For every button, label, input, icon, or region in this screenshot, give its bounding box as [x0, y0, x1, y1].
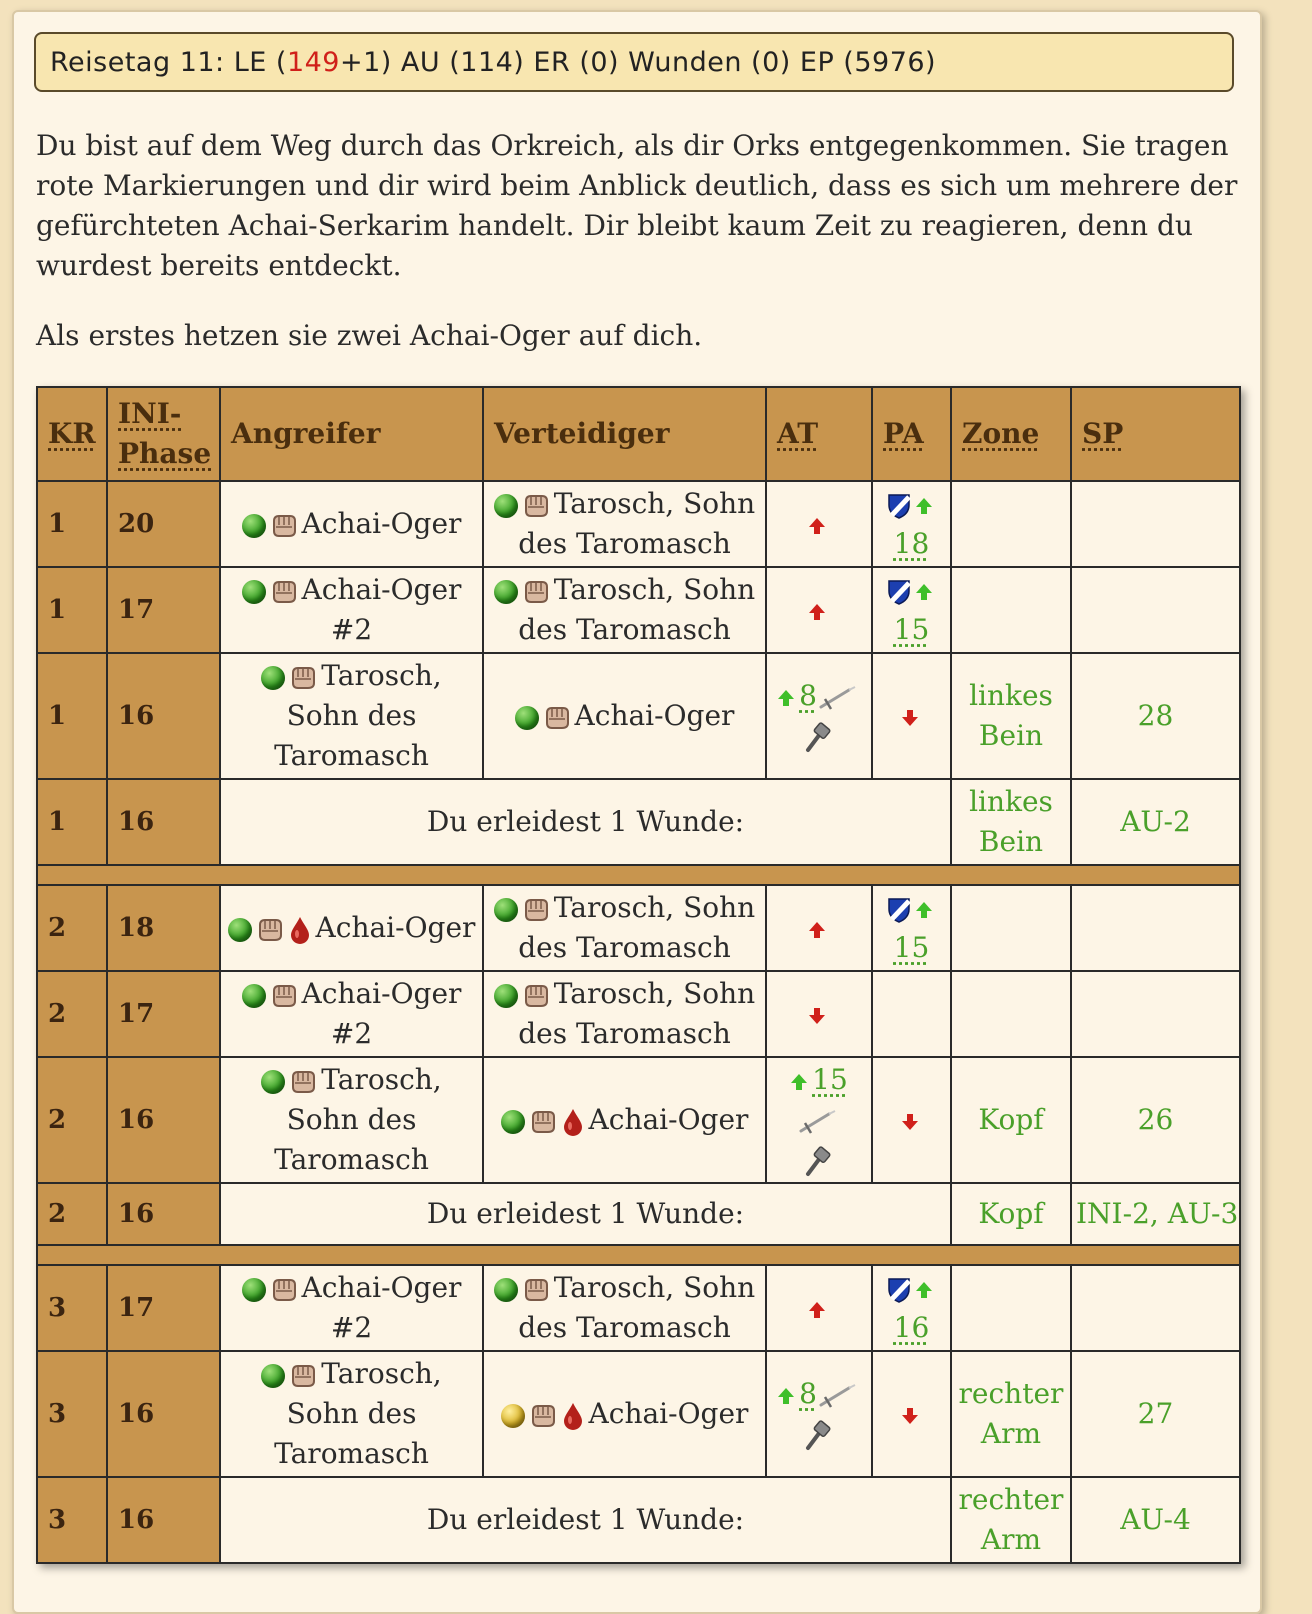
green-ball-icon [515, 706, 539, 730]
ini-cell: 17 [107, 567, 220, 653]
table-row [37, 885, 1240, 971]
zone-cell [951, 1265, 1071, 1351]
ini-cell: 18 [107, 885, 220, 971]
defender-cell: Achai-Oger [483, 653, 766, 779]
zone-cell [951, 971, 1071, 1057]
attack-cell [766, 567, 872, 653]
attack-cell [766, 653, 872, 779]
sp-cell [1071, 971, 1240, 1057]
red-down-arrow-icon [808, 1007, 826, 1025]
zone-cell: linkes Bein [951, 653, 1071, 779]
defender-cell: Tarosch, Sohn des Taromasch [483, 481, 766, 567]
red-up-arrow-icon [808, 921, 826, 939]
fist-icon [256, 917, 284, 943]
round-cell: 3 [37, 1477, 107, 1563]
sp-cell [1071, 1265, 1240, 1351]
yellow-ball-icon [501, 1404, 525, 1428]
sword-icon [817, 1383, 857, 1409]
sp-cell [1071, 481, 1240, 567]
green-ball-icon [242, 514, 266, 538]
round-cell: 3 [37, 1351, 107, 1477]
green-ball-icon [494, 494, 518, 518]
fist-icon [522, 493, 550, 519]
green-ball-icon [494, 984, 518, 1008]
hammer-icon [802, 722, 832, 754]
green-up-arrow-icon [915, 497, 933, 515]
hammer-icon [802, 1146, 832, 1178]
table-row [37, 481, 1240, 567]
column-header-sp[interactable]: SP [1071, 387, 1240, 481]
attack-value[interactable]: 15 [812, 1063, 848, 1096]
column-header-kr[interactable]: KR [37, 387, 107, 481]
round-cell: 3 [37, 1265, 107, 1351]
fist-icon [289, 1363, 317, 1389]
status-suffix: +1) AU (114) ER (0) Wunden (0) EP (5976) [340, 47, 937, 78]
ini-cell: 16 [107, 653, 220, 779]
fist-icon [529, 1109, 557, 1135]
hammer-icon [802, 1420, 832, 1452]
story-text [36, 126, 1241, 386]
round-cell: 1 [37, 567, 107, 653]
parry-cell [872, 971, 951, 1057]
fist-icon [522, 579, 550, 605]
zone-cell: Kopf [951, 1057, 1071, 1183]
ini-cell: 20 [107, 481, 220, 567]
wound-message: Du erleidest 1 Wunde: [220, 1477, 951, 1563]
round-cell: 1 [37, 481, 107, 567]
green-ball-icon [494, 898, 518, 922]
column-header-at[interactable]: AT [766, 387, 872, 481]
column-header-angreifer: Angreifer [220, 387, 483, 481]
attack-cell [766, 481, 872, 567]
parry-cell [872, 1057, 951, 1183]
combat-table [36, 386, 1241, 1564]
sp-cell: 28 [1071, 653, 1240, 779]
fist-icon [270, 579, 298, 605]
ini-cell: 16 [107, 779, 220, 865]
column-header-pa[interactable]: PA [872, 387, 951, 481]
sword-icon [797, 1109, 837, 1135]
round-separator [37, 865, 1240, 885]
green-up-arrow-icon [777, 1387, 795, 1405]
sword-icon [817, 685, 857, 711]
attack-cell [766, 971, 872, 1057]
round-cell: 2 [37, 1057, 107, 1183]
attack-cell [766, 1265, 872, 1351]
green-ball-icon [501, 1110, 525, 1134]
fist-icon [529, 1403, 557, 1429]
green-ball-icon [261, 1364, 285, 1388]
defender-cell: Tarosch, Sohn des Taromasch [483, 971, 766, 1057]
red-down-arrow-icon [901, 709, 919, 727]
red-down-arrow-icon [901, 1113, 919, 1131]
ini-cell: 16 [107, 1477, 220, 1563]
parry-value[interactable]: 15 [893, 931, 930, 964]
fist-icon [270, 513, 298, 539]
ini-cell: 16 [107, 1183, 220, 1245]
table-row [37, 1057, 1240, 1183]
blood-drop-icon [561, 1108, 585, 1136]
defender-cell: Tarosch, Sohn des Taromasch [483, 885, 766, 971]
attack-value[interactable]: 8 [799, 679, 817, 712]
ini-cell: 17 [107, 1265, 220, 1351]
green-ball-icon [228, 918, 252, 942]
red-up-arrow-icon [808, 1301, 826, 1319]
sp-cell: AU-2 [1071, 779, 1240, 865]
fist-icon [522, 1277, 550, 1303]
round-separator [37, 1245, 1240, 1265]
green-ball-icon [261, 666, 285, 690]
column-header-zone[interactable]: Zone [951, 387, 1071, 481]
green-ball-icon [261, 1070, 285, 1094]
sp-cell: AU-4 [1071, 1477, 1240, 1563]
green-ball-icon [494, 580, 518, 604]
zone-cell: rechter Arm [951, 1477, 1071, 1563]
round-cell: 2 [37, 1183, 107, 1245]
attacker-cell: Tarosch, Sohn des Taromasch [220, 1351, 483, 1477]
zone-cell: rechter Arm [951, 1351, 1071, 1477]
attacker-cell: Achai-Oger #2 [220, 567, 483, 653]
parry-cell [872, 567, 951, 653]
parry-cell [872, 1265, 951, 1351]
table-row [37, 1183, 1240, 1245]
combat-log-panel [12, 10, 1262, 1614]
defender-cell: Achai-Oger [483, 1351, 766, 1477]
defender-cell: Tarosch, Sohn des Taromasch [483, 567, 766, 653]
sp-cell [1071, 567, 1240, 653]
green-ball-icon [242, 1278, 266, 1302]
round-cell: 1 [37, 653, 107, 779]
shield-icon [887, 579, 911, 605]
attack-cell [766, 1351, 872, 1477]
table-header-row [37, 387, 1240, 481]
attacker-cell: Achai-Oger [220, 885, 483, 971]
attacker-cell: Achai-Oger #2 [220, 971, 483, 1057]
parry-value[interactable]: 16 [893, 1311, 930, 1344]
fist-icon [270, 983, 298, 1009]
zone-cell [951, 885, 1071, 971]
green-up-arrow-icon [915, 583, 933, 601]
fist-icon [543, 705, 571, 731]
parry-cell [872, 481, 951, 567]
fist-icon [289, 665, 317, 691]
sp-cell: INI-2, AU-3 [1071, 1183, 1240, 1245]
round-cell: 2 [37, 885, 107, 971]
fist-icon [522, 897, 550, 923]
sp-cell: 26 [1071, 1057, 1240, 1183]
red-up-arrow-icon [808, 603, 826, 621]
table-row [37, 1477, 1240, 1563]
zone-cell [951, 567, 1071, 653]
table-row [37, 1265, 1240, 1351]
shield-icon [887, 897, 911, 923]
parry-cell [872, 1351, 951, 1477]
parry-cell [872, 653, 951, 779]
round-cell: 1 [37, 779, 107, 865]
parry-value[interactable]: 15 [893, 613, 930, 646]
green-up-arrow-icon [915, 1281, 933, 1299]
attacker-cell: Tarosch, Sohn des Taromasch [220, 1057, 483, 1183]
ini-cell: 16 [107, 1351, 220, 1477]
wound-message: Du erleidest 1 Wunde: [220, 1183, 951, 1245]
zone-cell: linkes Bein [951, 779, 1071, 865]
shield-icon [887, 1277, 911, 1303]
parry-value[interactable]: 18 [893, 527, 930, 560]
round-cell: 2 [37, 971, 107, 1057]
ini-cell: 16 [107, 1057, 220, 1183]
sp-cell [1071, 885, 1240, 971]
ini-cell: 17 [107, 971, 220, 1057]
green-up-arrow-icon [777, 689, 795, 707]
green-ball-icon [494, 1278, 518, 1302]
story-paragraph: Du bist auf dem Weg durch das Orkreich, als dir Orks entgegenkommen. Sie tragen rote Markierungen und dir wird beim Anblick deutlich, dass es sich um mehrere der gefürchteten Achai-Serkarim handelt. Dir bleibt kaum Zeit zu reagieren, denn du wurdest bereits entdeckt. [36, 129, 1238, 282]
story-paragraph: Als erstes hetzen sie zwei Achai-Oger auf dich. [36, 319, 703, 352]
table-row [37, 779, 1240, 865]
fist-icon [522, 983, 550, 1009]
table-row [37, 653, 1240, 779]
fist-icon [289, 1069, 317, 1095]
sp-cell: 27 [1071, 1351, 1240, 1477]
blood-drop-icon [561, 1402, 585, 1430]
zone-cell: Kopf [951, 1183, 1071, 1245]
column-header-verteidiger: Verteidiger [483, 387, 766, 481]
attacker-cell: Achai-Oger #2 [220, 1265, 483, 1351]
red-up-arrow-icon [808, 517, 826, 535]
attack-cell [766, 1057, 872, 1183]
attack-value[interactable]: 8 [799, 1377, 817, 1410]
column-header-ini[interactable]: INI- Phase [107, 387, 220, 481]
defender-cell: Achai-Oger [483, 1057, 766, 1183]
green-up-arrow-icon [915, 901, 933, 919]
zone-cell [951, 481, 1071, 567]
shield-icon [887, 493, 911, 519]
fist-icon [270, 1277, 298, 1303]
defender-cell: Tarosch, Sohn des Taromasch [483, 1265, 766, 1351]
life-value: 149 [286, 47, 340, 78]
red-down-arrow-icon [901, 1407, 919, 1425]
green-ball-icon [242, 580, 266, 604]
status-bar [34, 32, 1234, 92]
wound-message: Du erleidest 1 Wunde: [220, 779, 951, 865]
table-row [37, 1351, 1240, 1477]
table-row [37, 971, 1240, 1057]
status-prefix: Reisetag 11: LE ( [50, 47, 287, 78]
blood-drop-icon [288, 916, 312, 944]
attacker-cell: Tarosch, Sohn des Taromasch [220, 653, 483, 779]
attacker-cell: Achai-Oger [220, 481, 483, 567]
table-row [37, 567, 1240, 653]
attack-cell [766, 885, 872, 971]
green-up-arrow-icon [790, 1073, 808, 1091]
green-ball-icon [242, 984, 266, 1008]
parry-cell [872, 885, 951, 971]
